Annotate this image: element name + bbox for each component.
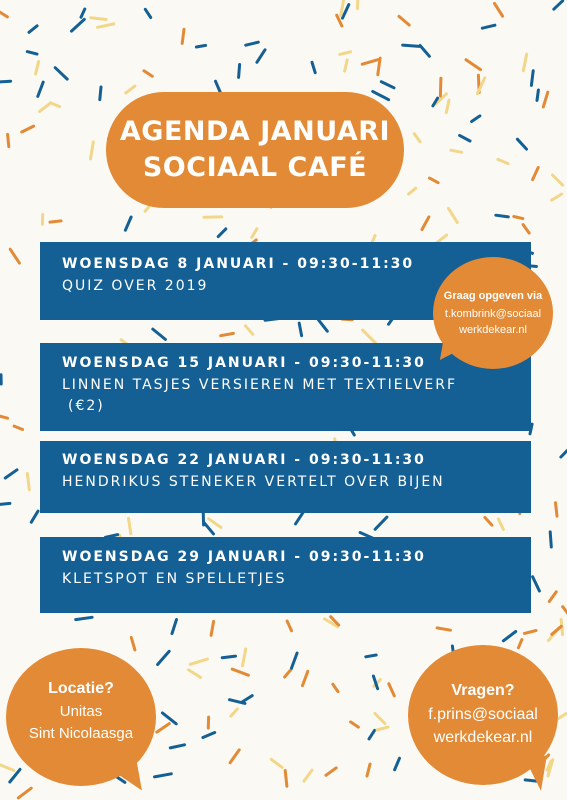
confetti-sprinkle — [367, 764, 370, 776]
confetti-sprinkle — [72, 19, 85, 31]
confetti-sprinkle — [211, 621, 214, 635]
location-line-2: Sint Nicolaasga — [28, 725, 134, 742]
confetti-sprinkle — [333, 684, 338, 691]
confetti-sprinkle — [5, 470, 17, 478]
confetti-sprinkle — [556, 503, 558, 516]
confetti-sprinkle — [292, 653, 298, 668]
event-band-3 — [40, 441, 531, 513]
confetti-sprinkle — [517, 139, 526, 149]
confetti-sprinkle — [91, 18, 107, 20]
confetti-sprinkle — [0, 415, 8, 418]
questions-heading: Vragen? — [451, 682, 515, 699]
confetti-sprinkle — [221, 333, 234, 335]
event-band-4 — [40, 537, 531, 613]
confetti-sprinkle — [8, 134, 9, 146]
confetti-sprinkle — [414, 134, 420, 142]
confetti-sprinkle — [231, 709, 237, 716]
confetti-sprinkle — [98, 24, 114, 27]
confetti-sprinkle — [409, 188, 416, 194]
confetti-sprinkle — [100, 87, 101, 100]
title-bubble — [106, 92, 404, 208]
confetti-sprinkle — [271, 759, 282, 767]
title-line-1: AGENDA JANUARI — [119, 115, 391, 147]
confetti-sprinkle — [38, 82, 43, 96]
confetti-sprinkle — [40, 104, 49, 111]
confetti-sprinkle — [242, 696, 252, 702]
confetti-sprinkle — [362, 60, 378, 64]
confetti-sprinkle — [257, 50, 265, 63]
confetti-sprinkle — [533, 577, 540, 591]
confetti-sprinkle — [27, 52, 37, 55]
confetti-sprinkle — [460, 135, 470, 141]
confetti-sprinkle — [36, 62, 39, 75]
confetti-sprinkle — [466, 60, 481, 70]
event-date-time: WOENSDAG 15 JANUARI - 09:30-11:30 — [62, 355, 426, 371]
confetti-sprinkle — [440, 78, 441, 96]
confetti-sprinkle — [0, 503, 10, 504]
confetti-sprinkle — [554, 1, 563, 9]
confetti-sprinkle — [0, 81, 11, 82]
confetti-sprinkle — [375, 517, 387, 529]
confetti-sprinkle — [232, 669, 248, 675]
event-description: HENDRIKUS STENEKER VERTELT OVER BIJEN — [62, 474, 445, 490]
confetti-sprinkle — [363, 330, 376, 343]
confetti-sprinkle — [0, 11, 7, 17]
confetti-sprinkle — [0, 765, 14, 771]
confetti-sprinkle — [203, 733, 215, 738]
confetti-sprinkle — [303, 671, 308, 685]
confetti-sprinkle — [389, 684, 395, 696]
confetti-sprinkle — [131, 638, 135, 650]
questions-email-line-1: f.prins@sociaal — [428, 706, 538, 723]
confetti-sprinkle — [304, 770, 312, 781]
confetti-sprinkle — [125, 217, 131, 230]
location-line-1: Unitas — [59, 703, 103, 720]
confetti-sprinkle — [182, 29, 184, 43]
confetti-sprinkle — [153, 329, 166, 339]
signup-bubble — [433, 257, 553, 369]
confetti-sprinkle — [514, 217, 523, 219]
questions-email-line-2: werkdekear.nl — [433, 729, 533, 746]
event-date-time: WOENSDAG 8 JANUARI - 09:30-11:30 — [62, 256, 415, 272]
confetti-sprinkle — [157, 724, 170, 733]
confetti-sprinkle — [204, 522, 214, 534]
confetti-sprinkle — [533, 168, 539, 180]
confetti-sprinkle — [172, 620, 177, 634]
confetti-sprinkle — [129, 518, 131, 534]
confetti-sprinkle — [50, 221, 61, 222]
confetti-sprinkle — [518, 640, 522, 648]
event-description: LINNEN TASJES VERSIEREN MET TEXTIELVERF — [62, 377, 458, 393]
confetti-sprinkle — [50, 103, 59, 107]
confetti-sprinkle — [196, 45, 205, 47]
title-line-2: SOCIAAL CAFÉ — [142, 152, 368, 183]
confetti-sprinkle — [369, 730, 375, 739]
confetti-sprinkle — [503, 632, 515, 641]
confetti-sprinkle — [523, 54, 526, 71]
confetti-sprinkle — [373, 91, 389, 99]
confetti-sprinkle — [357, 0, 358, 8]
confetti-sprinkle — [91, 142, 94, 159]
confetti-sprinkle — [222, 656, 235, 658]
confetti-sprinkle — [155, 774, 172, 777]
confetti-sprinkle — [375, 714, 385, 724]
signup-email-line-2: werkdekear.nl — [459, 324, 527, 336]
confetti-sprinkle — [377, 727, 388, 730]
signup-heading: Graag opgeven via — [443, 290, 543, 302]
confetti-sprinkle — [523, 225, 529, 234]
confetti-sprinkle — [18, 788, 31, 798]
confetti-sprinkle — [287, 621, 291, 631]
confetti-sprinkle — [14, 426, 23, 429]
confetti-sprinkle — [430, 178, 439, 183]
confetti-sprinkle — [126, 86, 135, 93]
confetti-sprinkle — [345, 60, 348, 71]
event-description-price: (€2) — [68, 398, 105, 414]
confetti-sprinkle — [403, 45, 420, 46]
confetti-sprinkle — [561, 450, 567, 457]
confetti-sprinkle — [285, 771, 287, 787]
confetti-sprinkle — [553, 175, 563, 185]
confetti-sprinkle — [451, 150, 462, 152]
location-heading: Locatie? — [48, 680, 114, 697]
confetti-sprinkle — [366, 655, 376, 657]
confetti-sprinkle — [312, 62, 315, 72]
confetti-sprinkle — [399, 16, 409, 25]
confetti-sprinkle — [557, 714, 566, 720]
confetti-sprinkle — [340, 52, 351, 55]
confetti-sprinkle — [422, 217, 429, 230]
confetti-sprinkle — [482, 25, 495, 28]
confetti-sprinkle — [27, 474, 29, 490]
confetti-sprinkle — [299, 323, 301, 336]
confetti-sprinkle — [189, 670, 201, 678]
confetti-sprinkle — [145, 9, 150, 17]
confetti-sprinkle — [537, 90, 538, 100]
confetti-sprinkle — [550, 532, 551, 547]
confetti-sprinkle — [245, 326, 252, 335]
confetti-sprinkle — [209, 519, 221, 528]
event-description: KLETSPOT EN SPELLETJES — [62, 571, 287, 587]
confetti-sprinkle — [243, 649, 246, 666]
confetti-sprinkle — [55, 68, 67, 79]
confetti-sprinkle — [10, 249, 19, 263]
confetti-sprinkle — [190, 659, 207, 664]
confetti-sprinkle — [22, 126, 34, 132]
confetti-sprinkle — [381, 82, 394, 88]
confetti-sprinkle — [446, 100, 449, 113]
confetti-sprinkle — [170, 745, 184, 748]
confetti-sprinkle — [252, 229, 257, 238]
event-date-time: WOENSDAG 22 JANUARI - 09:30-11:30 — [62, 452, 426, 468]
confetti-sprinkle — [552, 194, 562, 200]
confetti-sprinkle — [76, 617, 92, 619]
confetti-sprinkle — [549, 592, 556, 602]
confetti-sprinkle — [81, 9, 85, 17]
confetti-sprinkle — [326, 768, 336, 775]
confetti-sprinkle — [543, 92, 548, 107]
signup-email-line-1: t.kombrink@sociaal — [444, 308, 542, 320]
questions-bubble — [408, 645, 558, 785]
confetti-sprinkle — [230, 750, 239, 763]
confetti-sprinkle — [31, 511, 38, 522]
confetti-sprinkle — [29, 26, 37, 33]
confetti-sprinkle — [531, 71, 533, 86]
confetti-sprinkle — [485, 518, 492, 526]
confetti-sprinkle — [495, 3, 503, 16]
confetti-sprinkle — [498, 159, 508, 163]
confetti-sprinkle — [337, 15, 342, 26]
location-bubble — [6, 648, 156, 786]
confetti-sprinkle — [420, 46, 429, 57]
confetti-sprinkle — [498, 519, 503, 530]
confetti-sprinkle — [158, 651, 170, 664]
confetti-sprinkle — [395, 758, 400, 770]
confetti-sprinkle — [449, 208, 458, 222]
confetti-sprinkle — [285, 669, 292, 677]
event-date-time: WOENSDAG 29 JANUARI - 09:30-11:30 — [62, 549, 426, 565]
confetti-sprinkle — [472, 116, 480, 122]
event-description: QUIZ OVER 2019 — [62, 278, 209, 294]
confetti-sprinkle — [246, 42, 259, 45]
confetti-sprinkle — [239, 65, 240, 78]
confetti-sprinkle — [296, 511, 304, 524]
confetti-sprinkle — [144, 71, 152, 76]
confetti-sprinkle — [437, 628, 450, 630]
confetti-sprinkle — [218, 229, 226, 237]
confetti-sprinkle — [524, 631, 536, 634]
confetti-sprinkle — [563, 607, 567, 615]
confetti-sprinkle — [351, 722, 359, 727]
confetti-sprinkle — [496, 215, 509, 217]
